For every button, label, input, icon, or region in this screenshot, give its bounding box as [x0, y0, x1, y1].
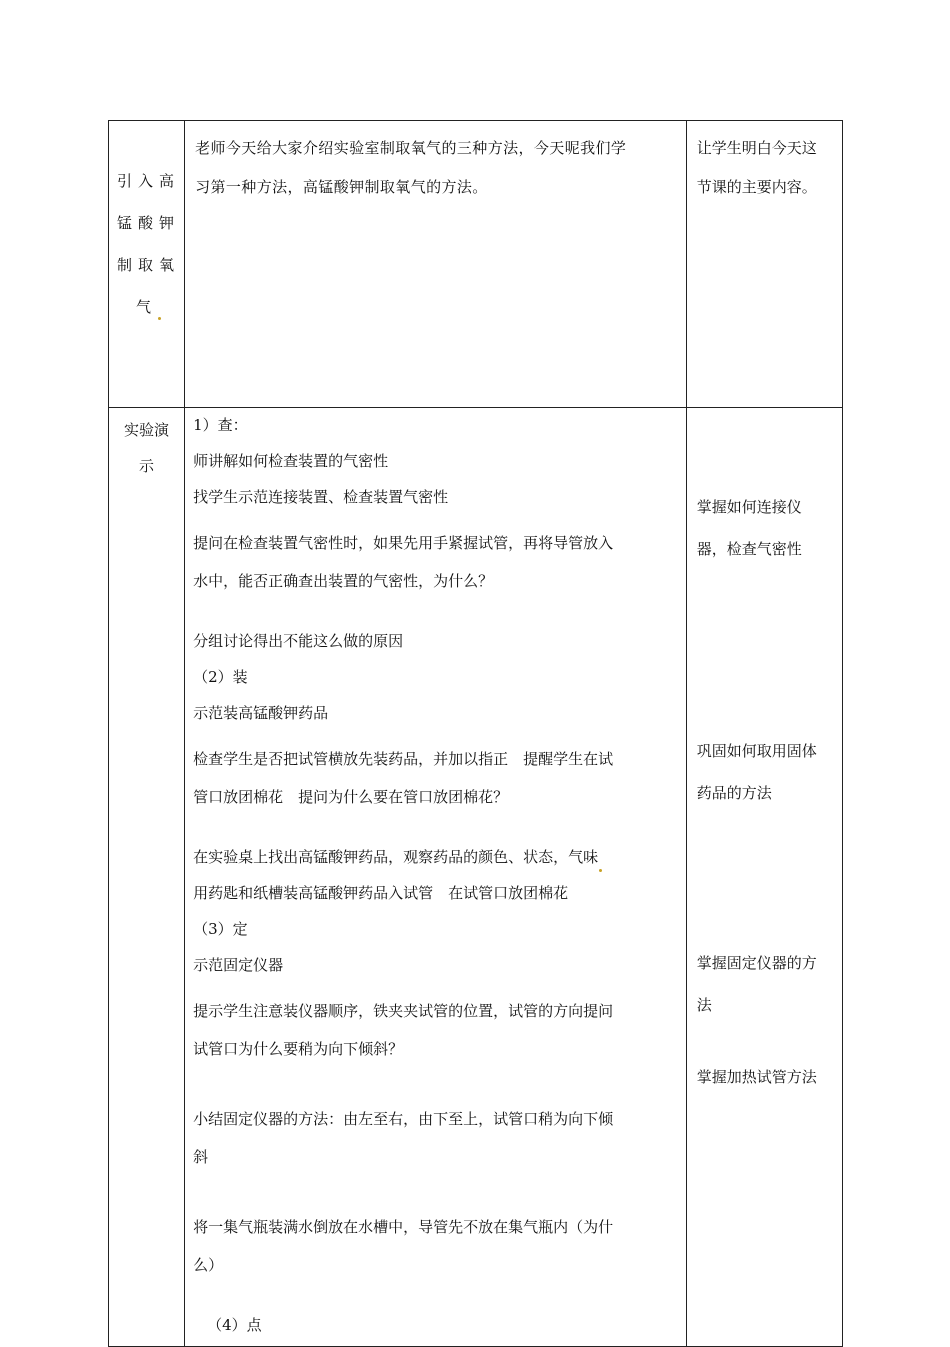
content-line: 小结固定仪器的方法：由左至右，由下至上，试管口稍为向下倾 [193, 1110, 614, 1128]
lesson-plan-table [108, 120, 843, 1347]
purpose-block [697, 486, 834, 570]
purpose-line: 掌握固定仪器的方 [696, 954, 817, 972]
stage-line: 实验演 [124, 421, 170, 439]
content-line: （4）点 [207, 1316, 262, 1334]
stage-cell [109, 408, 185, 1347]
purpose-cell [686, 121, 842, 408]
content-paragraph [193, 736, 678, 842]
purpose-block [697, 942, 834, 1026]
table-row [109, 121, 843, 408]
content-line: 示范装高锰酸钾药品 [193, 704, 329, 722]
paragraph-mark-icon [158, 317, 161, 320]
content-line-with-mark [193, 842, 678, 878]
content-paragraph [193, 1204, 678, 1310]
content-line: 将一集气瓶装满水倒放在水槽中，导管先不放在集气瓶内（为什 [193, 1218, 614, 1236]
content-line: 么） [193, 1256, 224, 1274]
purpose-line: 让学生明白今天这 [696, 139, 817, 157]
content-line: 1）查： [193, 416, 248, 434]
paragraph-mark-icon [599, 869, 602, 872]
content-line: 提示学生注意装仪器顺序，铁夹夹试管的位置，试管的方向提问 [193, 1002, 614, 1020]
content-line: （3）定 [193, 920, 248, 938]
purpose-cell [686, 408, 842, 1347]
content-line: 用药匙和纸槽装高锰酸钾药品入试管 在试管口放团棉花 [193, 884, 569, 902]
content-paragraph [193, 1096, 678, 1202]
content-line: 斜 [193, 1148, 209, 1166]
content-cell [185, 408, 687, 1347]
purpose-block [697, 1056, 834, 1098]
stage-cell [109, 121, 185, 408]
table-row [109, 408, 843, 1347]
purpose-line: 掌握加热试管方法 [696, 1068, 817, 1086]
content-line: 提问在检查装置气密性时，如果先用手紧握试管，再将导管放入 [193, 534, 614, 552]
stage-line: 制取氧 [117, 256, 181, 274]
content-line: 习第一种方法，高锰酸钾制取氧气的方法。 [195, 178, 488, 196]
content-line: 水中，能否正确查出装置的气密性，为什么？ [193, 572, 494, 590]
content-line: 管口放团棉花 提问为什么要在管口放团棉花？ [193, 788, 509, 806]
purpose-block [697, 730, 834, 814]
content-line: 分组讨论得出不能这么做的原因 [193, 632, 404, 650]
content-line: 师讲解如何检查装置的气密性 [193, 452, 389, 470]
purpose-line: 药品的方法 [696, 784, 772, 802]
content-line: 老师今天给大家介绍实验室制取氧气的三种方法，今天呢我们学 [195, 139, 627, 157]
stage-line: 引入高 [117, 172, 181, 190]
content-line: 试管口为什么要稍为向下倾斜？ [193, 1040, 404, 1058]
purpose-line: 节课的主要内容。 [696, 178, 817, 196]
stage-line: 气 [136, 298, 158, 316]
content-paragraph [193, 988, 678, 1094]
content-cell [185, 121, 687, 408]
content-line: （2）装 [193, 668, 248, 686]
content-line: 找学生示范连接装置、检查装置气密性 [193, 488, 449, 506]
content-paragraph [193, 520, 678, 626]
content-line: 检查学生是否把试管横放先装药品，并加以指正 提醒学生在试 [193, 750, 614, 768]
purpose-line: 器，检查气密性 [696, 540, 802, 558]
content-line: 示范固定仪器 [193, 956, 284, 974]
stage-line: 示 [139, 457, 155, 475]
purpose-line: 巩固如何取用固体 [696, 742, 817, 760]
purpose-line: 掌握如何连接仪 [696, 498, 802, 516]
stage-line: 锰酸钾 [117, 214, 181, 232]
purpose-line: 法 [696, 996, 712, 1014]
stage-line-with-mark [109, 294, 184, 336]
content-line: 在实验桌上找出高锰酸钾药品，观察药品的颜色、状态，气味 [193, 848, 599, 866]
